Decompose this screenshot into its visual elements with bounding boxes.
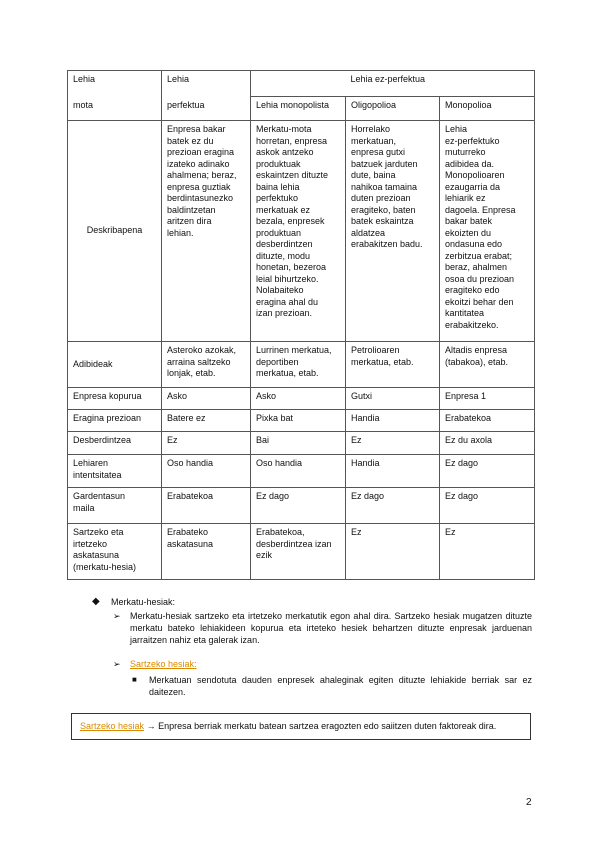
cell-oligopolioa: Ez dago <box>346 488 440 524</box>
cell-oligopolioa: Ez <box>346 432 440 455</box>
header-lehia-perfektua-bottom: perfektua <box>162 97 251 121</box>
row-label: Lehiaren intentsitatea <box>68 455 162 488</box>
bullet-level2 <box>92 610 532 646</box>
cell-lehia-monopolista: Ez dago <box>251 488 346 524</box>
arrow-right-icon: → <box>146 721 156 731</box>
row-label: Adibideak <box>68 342 162 388</box>
bullet-level2-link <box>92 658 532 670</box>
cell-lehia-monopolista: Lurrinen merkatua, deportiben merkatua, etab. <box>251 342 346 388</box>
cell-lehia-monopolista: Erabatekoa, desberdintzea izan ezik <box>251 524 346 580</box>
cell-lehia-perfektua: Asko <box>162 388 251 410</box>
row-label: Gardentasun maila <box>68 488 162 524</box>
definition-text: Enpresa berriak merkatu batean sartzea eragozten edo saiitzen duten faktoreak dira. <box>158 721 497 731</box>
header-empty-cell <box>251 71 346 97</box>
cell-monopolioa: Ez <box>440 524 535 580</box>
link-colon: : <box>194 659 197 669</box>
header-lehia-ez-perfektua: Lehia ez-perfektua <box>346 71 535 97</box>
cell-oligopolioa: Ez <box>346 524 440 580</box>
diamond-bullet-icon: ◆ <box>92 596 100 607</box>
cell-lehia-monopolista: Asko <box>251 388 346 410</box>
cell-oligopolioa: Horrelako merkatuan, enpresa gutxi batzuek jarduten dute, baina nahikoa tamaina duten prezioan eragiteko, baten batek eskaintza aldatzea erabakitzen badu. <box>346 121 440 342</box>
header-lehia-mota-bottom: mota <box>68 97 162 121</box>
header-lehia-perfektua-top: Lehia <box>162 71 251 97</box>
table-row <box>68 410 535 432</box>
cell-monopolioa: Ez dago <box>440 455 535 488</box>
cell-oligopolioa: Gutxi <box>346 388 440 410</box>
header-monopolioa: Monopolioa <box>440 97 535 121</box>
table-row <box>68 342 535 388</box>
cell-oligopolioa: Petrolioaren merkatua, etab. <box>346 342 440 388</box>
bullet-level3 <box>92 674 532 698</box>
arrow-bullet-icon: ➢ <box>113 659 121 669</box>
cell-lehia-perfektua: Ez <box>162 432 251 455</box>
cell-lehia-monopolista: Oso handia <box>251 455 346 488</box>
cell-lehia-perfektua: Erabateko askatasuna <box>162 524 251 580</box>
row-label: Enpresa kopurua <box>68 388 162 410</box>
row-label: Deskribapena <box>68 121 162 342</box>
cell-monopolioa: Lehia ez-perfektuko muturreko adibidea da. Monopolioaren ezaugarria da lehiarik ez dagoela. Enpresa bakar batek ekoizten du ondasuna edo zerbitzua erabat; beraz, ahalmen osoa du prezioan eragiteko edo ekoitzi behar den kantitatea erabakitzeko. <box>440 121 535 342</box>
header-lehia-mota-top: Lehia <box>68 71 162 97</box>
cell-lehia-monopolista: Bai <box>251 432 346 455</box>
cell-lehia-perfektua: Erabatekoa <box>162 488 251 524</box>
bullet-level1 <box>92 596 532 608</box>
table-row <box>68 121 535 342</box>
cell-monopolioa: Erabatekoa <box>440 410 535 432</box>
table-row <box>68 524 535 580</box>
page-number: 2 <box>526 797 532 808</box>
table-row <box>68 455 535 488</box>
cell-monopolioa: Ez dago <box>440 488 535 524</box>
row-label: Eragina prezioan <box>68 410 162 432</box>
header-oligopolioa: Oligopolioa <box>346 97 440 121</box>
cell-lehia-perfektua: Oso handia <box>162 455 251 488</box>
definition-term-link[interactable]: Sartzeko hesiak <box>80 721 145 731</box>
bullet-text: Merkatu-hesiak: <box>111 597 176 607</box>
cell-lehia-perfektua: Batere ez <box>162 410 251 432</box>
definition-box <box>71 713 531 740</box>
cell-oligopolioa: Handia <box>346 410 440 432</box>
market-types-table <box>67 70 535 580</box>
bullet-text: Merkatuan sendotuta dauden enpresek ahaleginak egiten dituzte lehiakide berriak sar ez daitezen. <box>149 675 532 697</box>
cell-monopolioa: Altadis enpresa (tabakoa), etab. <box>440 342 535 388</box>
bullet-text: Merkatu-hesiak sartzeko eta irtetzeko merkatutik egon ahal dira. Sartzeko hesiak mugatzen dituzte merkatu bateko lehiakideen kopurua eta irteteko hesiek behartzen dituzte enpresak jarduenan jarraitzen nahiz eta galerak izan. <box>130 611 532 645</box>
cell-monopolioa: Enpresa 1 <box>440 388 535 410</box>
cell-lehia-perfektua: Asteroko azokak, arraina saltzeko lonjak, etab. <box>162 342 251 388</box>
row-label: Sartzeko eta irtetzeko askatasuna (merkatu-hesia) <box>68 524 162 580</box>
table-row <box>68 388 535 410</box>
row-label: Desberdintzea <box>68 432 162 455</box>
cell-lehia-perfektua: Enpresa bakar batek ez du prezioan eragina izateko adinako ahalmena; beraz, enpresa guztiak berdintasunezko baldintzetan aritzen dira lehian. <box>162 121 251 342</box>
cell-oligopolioa: Handia <box>346 455 440 488</box>
table-row <box>68 432 535 455</box>
cell-lehia-monopolista: Merkatu-mota horretan, enpresa askok antzeko produktuak eskaintzen dituzte baina lehia perfektuko merkatuak ez bezala, enpresek produktuan desberdintzen dituzte, modu honetan, bezeroa leial bihurtzeko. Nolabaiteko eragina ahal du izan prezioan. <box>251 121 346 342</box>
cell-lehia-monopolista: Pixka bat <box>251 410 346 432</box>
arrow-bullet-icon: ➢ <box>113 611 121 621</box>
square-bullet-icon: ■ <box>132 675 137 684</box>
cell-monopolioa: Ez du axola <box>440 432 535 455</box>
sartzeko-hesiak-link[interactable]: Sartzeko hesiak <box>130 659 195 669</box>
header-lehia-monopolista: Lehia monopolista <box>251 97 346 121</box>
bullet-list <box>92 596 532 698</box>
table-row <box>68 488 535 524</box>
